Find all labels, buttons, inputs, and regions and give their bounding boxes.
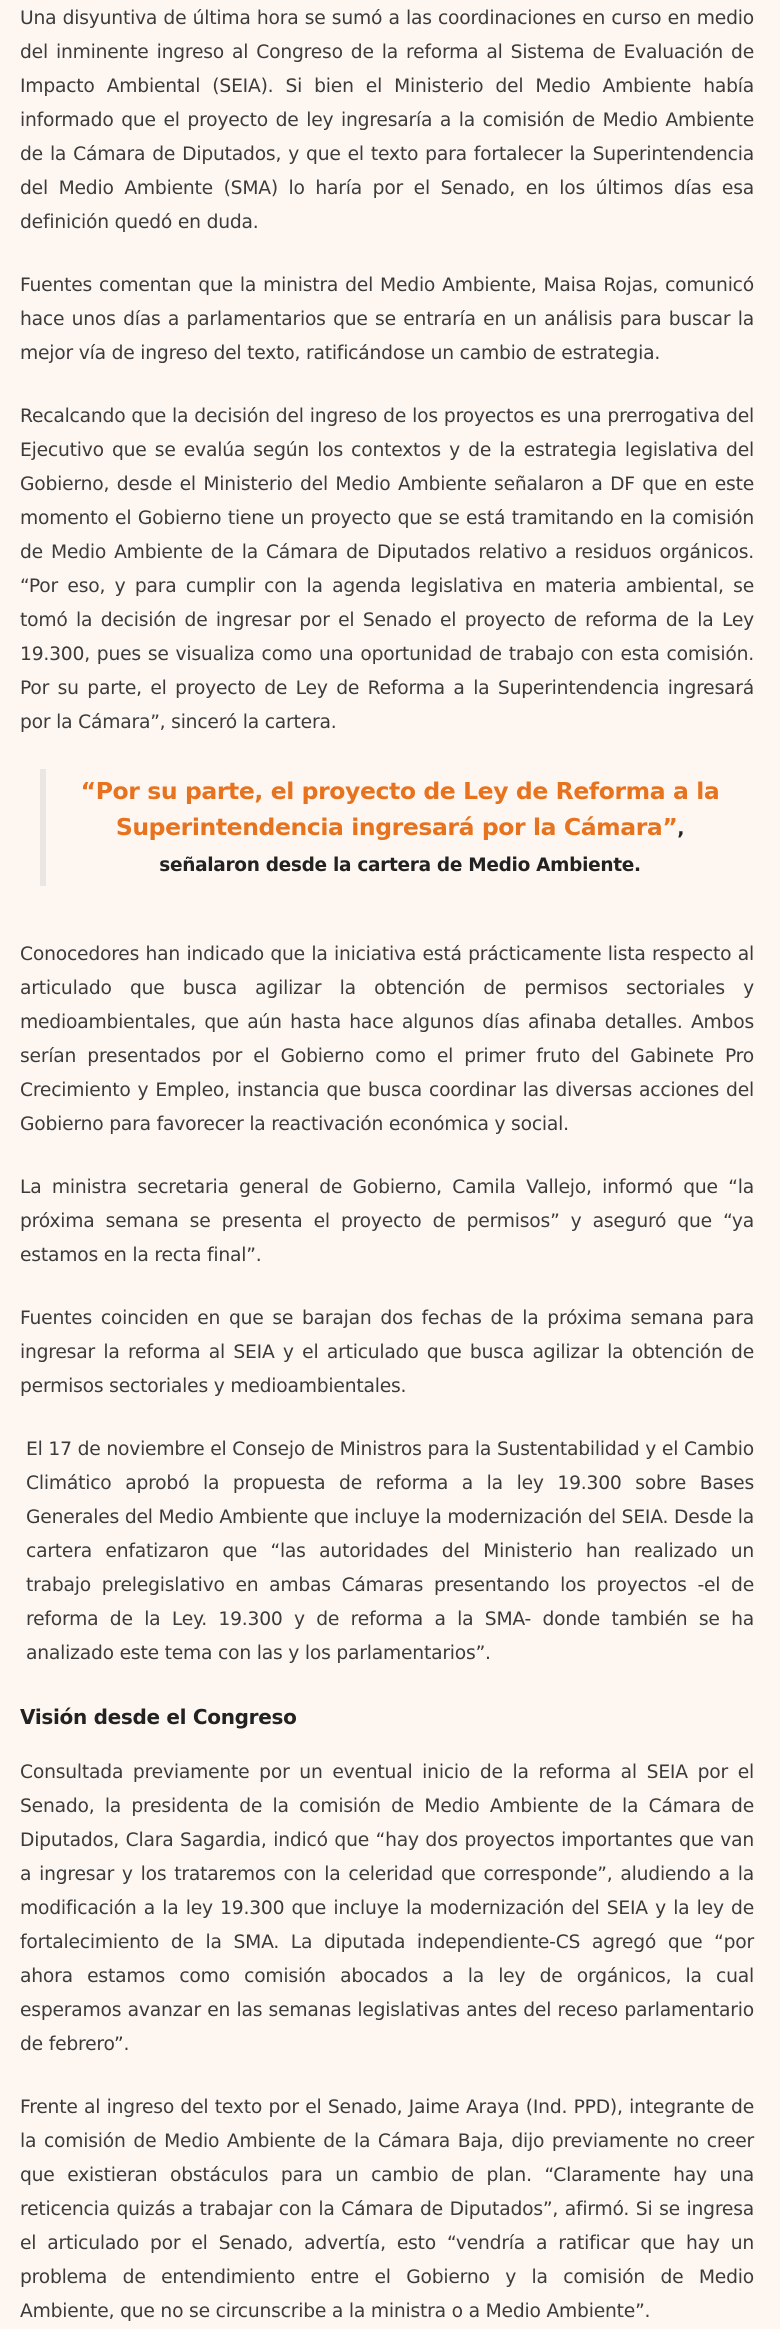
paragraph: Una disyuntiva de última hora se sumó a las coordinaciones en curso en medio del inminente ingreso al Congreso de la reforma al Sistema de Evaluación de Impacto Ambiental (SEIA). Si bien el Ministerio del Medio Ambiente había informado que el proyecto de ley ingresaría a la comisión de Medio Ambiente de la Cámara de Diputados, y que el texto para fortalecer la Superintendencia del Medio Ambiente (SMA) lo haría por el Senado, en los últimos días esa definición quedó en duda. [20, 8, 754, 233]
paragraph: Consultada previamente por un eventual inicio de la reforma al SEIA por el Senado, la presidenta de la comisión de Medio Ambiente de la Cámara de Diputados, Clara Sagardia, indicó que “hay dos proyectos importantes que van a ingresar y los trataremos con la celeridad que corresponde”, aludiendo a la modificación a la ley 19.300 que incluye la modernización del SEIA y la ley de fortalecimiento de la SMA. La diputada independiente-CS agregó que “por ahora estamos como comisión abocados a la ley de orgánicos, la cual esperamos avanzar en las semanas legislativas antes del receso parlamentario de febrero”. [20, 1762, 754, 2055]
section-heading: Visión desde el Congreso [20, 1705, 297, 1729]
paragraph: El 17 de noviembre el Consejo de Ministros para la Sustentabilidad y el Cambio Climático aprobó la propuesta de reforma a la ley 19.300 sobre Bases Generales del Medio Ambiente que incluye la modernización del SEIA. Desde la cartera enfatizaron que “las autoridades del Ministerio han realizado un trabajo prelegislativo en ambas Cámaras presentando los proyectos -el de reforma de la Ley. 19.300 y de reforma a la SMA- donde también se ha analizado este tema con las y los parlamentarios”. [26, 1439, 754, 1664]
paragraph: Recalcando que la decisión del ingreso de los proyectos es una prerrogativa del Ejecutivo que se evalúa según los contextos y de la estrategia legislativa del Gobierno, desde el Ministerio del Medio Ambiente señalaron a DF que en este momento el Gobierno tiene un proyecto que se está tramitando en la comisión de Medio Ambiente de la Cámara de Diputados relativo a residuos orgánicos. “Por eso, y para cumplir con la agenda legislativa en materia ambiental, se tomó la decisión de ingresar por el Senado el proyecto de reforma de la Ley 19.300, pues se visualiza como una oportunidad de trabajo con esta comisión. Por su parte, el proyecto de Ley de Reforma a la Superintendencia ingresará por la Cámara”, sinceró la cartera. [20, 406, 754, 733]
pull-quote-attribution: , señalaron desde la cartera de Medio Ambiente. [159, 819, 685, 876]
pull-quote [40, 769, 754, 886]
paragraph: Fuentes coinciden en que se barajan dos fechas de la próxima semana para ingresar la reforma al SEIA y el articulado que busca agilizar la obtención de permisos sectoriales y medioambientales. [20, 1308, 754, 1397]
paragraph: Fuentes comentan que la ministra del Medio Ambiente, Maisa Rojas, comunicó hace unos días a parlamentarios que se entraría en un análisis para buscar la mejor vía de ingreso del texto, ratificándose un cambio de estrategia. [20, 275, 754, 364]
paragraph: Frente al ingreso del texto por el Senado, Jaime Araya (Ind. PPD), integrante de la comisión de Medio Ambiente de la Cámara Baja, dijo previamente no creer que existieran obstáculos para un cambio de plan. “Claramente hay una reticencia quizás a trabajar con la Cámara de Diputados”, afirmó. Si se ingresa el articulado por el Senado, advertía, esto “vendría a ratificar que hay un problema de entendimiento entre el Gobierno y la comisión de Medio Ambiente, que no se circunscribe a la ministra o a Medio Ambiente”. [20, 2097, 754, 2322]
paragraph: Conocedores han indicado que la iniciativa está prácticamente lista respecto al articulado que busca agilizar la obtención de permisos sectoriales y medioambientales, que aún hasta hace algunos días afinaba detalles. Ambos serían presentados por el Gobierno como el primer fruto del Gabinete Pro Crecimiento y Empleo, instancia que busca coordinar las diversas acciones del Gobierno para favorecer la reactivación económica y social. [20, 944, 754, 1135]
pull-quote-highlight: “Por su parte, el proyecto de Ley de Reforma a la Superintendencia ingresará por la Cámara” [80, 777, 720, 841]
paragraph: La ministra secretaria general de Gobierno, Camila Vallejo, informó que “la próxima semana se presenta el proyecto de permisos” y aseguró que “ya estamos en la recta final”. [20, 1177, 754, 1266]
